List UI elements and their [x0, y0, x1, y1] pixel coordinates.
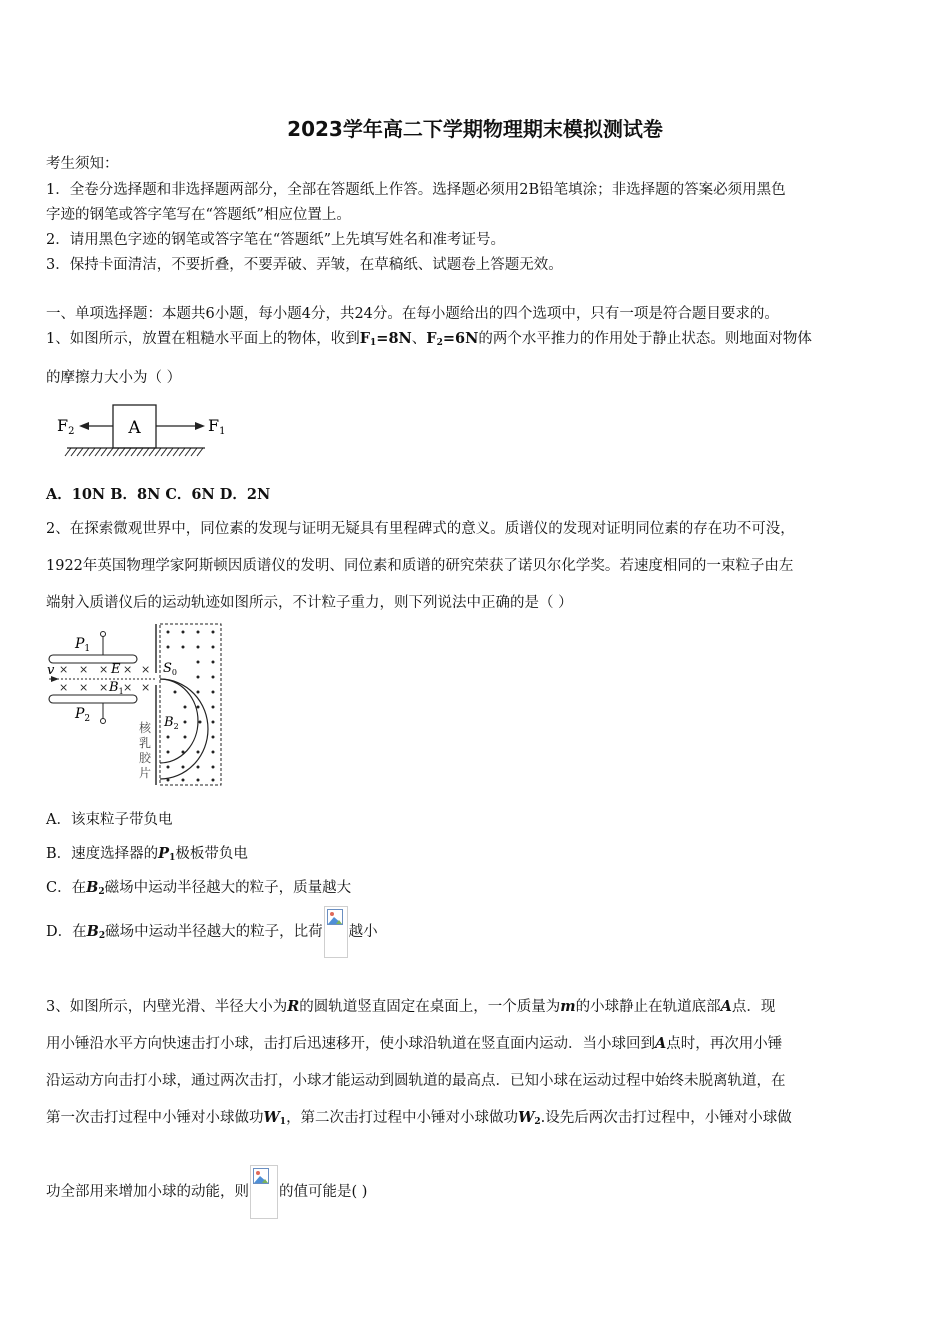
label-b2: $B_2$: [164, 715, 179, 731]
selector-field-crosses: [59, 663, 150, 694]
svg-text:片: 片: [139, 766, 152, 780]
q2-option-b: B．速度选择器的$P_1$极板带负电: [46, 845, 248, 863]
section-heading: 一、单项选择题：本题共6小题，每小题4分，共24分。在每小题给出的四个选项中，只有一项是符合题目要求的。: [46, 306, 779, 322]
q1-fig-f1: F1: [208, 416, 226, 437]
q1-sep: 、: [411, 331, 427, 347]
q1-options: A．10N B．8N C．6N D．2N: [46, 486, 271, 503]
broken-image-icon: [324, 906, 348, 958]
mass-spectrometer-figure: [45, 622, 225, 788]
svg-text:×: ×: [99, 681, 109, 694]
q1-line1: [46, 327, 812, 348]
q3-line4: 第一次击打过程中小锤对小球做功$W_1$，第二次击打过程中小锤对小球做功$W_2$.设先后两次击打过程中，小锤对小球做: [46, 1109, 792, 1127]
q1-text-b: 的两个水平推力的作用处于静止状态。则地面对物体: [478, 331, 812, 347]
broken-image-icon: [250, 1165, 278, 1219]
plate-p1: [49, 655, 137, 663]
q1-f1: $F_1=8N$: [359, 330, 412, 348]
right-arrow-icon: [195, 422, 205, 430]
q1-block-label: A: [128, 418, 141, 438]
svg-text:×: ×: [141, 663, 151, 676]
notice-item-2: 2．请用黑色字迹的钢笔或答字笔在“答题纸”上先填写姓名和准考证号。: [46, 232, 506, 248]
svg-text:核: 核: [139, 721, 152, 735]
q1-line2: 的摩擦力大小为（ ）: [46, 370, 182, 386]
notice-item-1-cont: 字迹的钢笔或答字笔写在“答题纸”相应位置上。: [46, 207, 351, 223]
q1-text-a: 1、如图所示，放置在粗糙水平面上的物体，收到: [46, 331, 360, 347]
label-p2: $P_2$: [75, 706, 91, 724]
label-b1: $B_1$: [109, 680, 124, 696]
svg-text:×: ×: [79, 663, 89, 676]
q2-option-c: C．在$B_2$磁场中运动半径越大的粒子，质量越大: [46, 879, 352, 897]
q1-f2: $F_2=6N$: [426, 330, 479, 348]
svg-text:×: ×: [59, 681, 69, 694]
plate-p2: [49, 695, 137, 703]
svg-text:乳: 乳: [139, 736, 152, 750]
q3-line3: 沿运动方向击打小球，通过两次击打，小球才能运动到圆轨道的最高点．已知小球在运动过程中始终未脱离轨道，在: [46, 1073, 786, 1089]
q2-line2: 1922年英国物理学家阿斯顿因质谱仪的发明、同位素和质谱的研究荣获了诺贝尔化学奖。若速度相同的一束粒子由左: [46, 558, 794, 574]
label-p1: $P_1$: [75, 636, 91, 654]
ground-hatch: [65, 448, 203, 456]
q3-line1: 3、如图所示，内壁光滑、半径大小为R的圆轨道竖直固定在桌面上，一个质量为m的小球静止在轨道底部A点．现: [46, 998, 776, 1015]
svg-text:×: ×: [123, 681, 133, 694]
notice-item-3: 3．保持卡面清洁，不要折叠，不要弄破、弄皱，在草稿纸、试题卷上答题无效。: [46, 257, 563, 273]
q3-line2: 用小锤沿水平方向快速击打小球，击打后迅速移开，使小球沿轨道在竖直面内运动．当小球回到A点时，再次用小锤: [46, 1035, 783, 1052]
svg-text:×: ×: [99, 663, 109, 676]
q2-line3: 端射入质谱仪后的运动轨迹如图所示，不计粒子重力，则下列说法中正确的是（ ）: [46, 595, 573, 611]
q2-option-a: A．该束粒子带负电: [46, 812, 173, 828]
svg-text:胶: 胶: [139, 751, 152, 765]
q1-figure: [55, 400, 235, 465]
svg-text:×: ×: [141, 681, 151, 694]
b2-field-region: [160, 624, 221, 785]
notice-heading: 考生须知：: [46, 156, 119, 172]
q2-option-d: D．在$B_2$磁场中运动半径越大的粒子，比荷 越小: [46, 906, 378, 958]
q1-fig-f2: F2: [57, 416, 75, 437]
left-arrow-icon: [79, 422, 89, 430]
q3-line5: 功全部用来增加小球的动能，则 的值可能是( ): [46, 1165, 367, 1219]
svg-text:×: ×: [59, 663, 69, 676]
svg-text:×: ×: [79, 681, 89, 694]
page-title: 2023学年高二下学期物理期末模拟测试卷: [287, 117, 663, 141]
notice-item-1: 1．全卷分选择题和非选择题两部分，全部在答题纸上作答。选择题必须用2B铅笔填涂；非选择题的答案必须用黑色: [46, 182, 786, 198]
q2-line1: 2、在探索微观世界中，同位素的发现与证明无疑具有里程碑式的意义。质谱仪的发现对证明同位素的存在功不可没，: [46, 521, 795, 537]
film-label: [139, 720, 152, 780]
svg-text:×: ×: [123, 663, 133, 676]
label-e: E: [111, 662, 121, 677]
label-s0: $S_0$: [163, 661, 177, 677]
label-v: v: [47, 663, 55, 678]
